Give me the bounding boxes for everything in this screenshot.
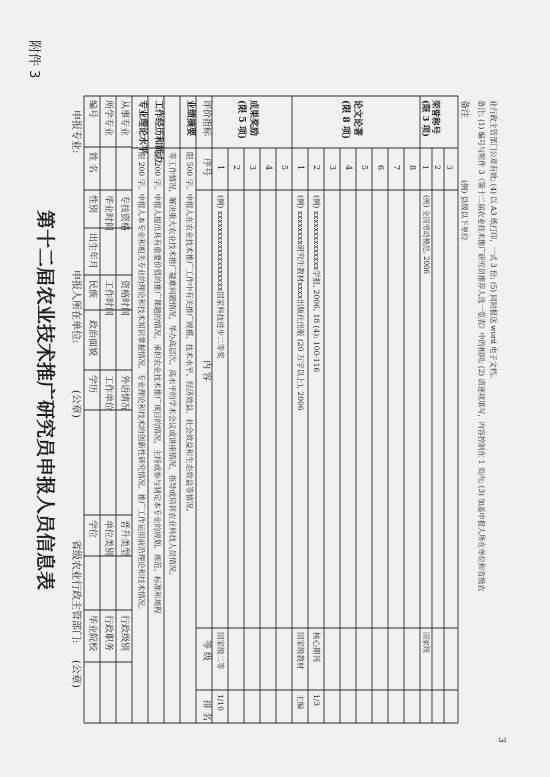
paper-seq-7: 7 (392, 165, 401, 171)
desc-theory: 限 200 字。申报人本专业和相关专业的理论和技术知识掌握情况、专业理论和技术的创新性研究情况、推广工作运用前沿理论和技术情况。 (137, 152, 146, 614)
header-dept: 省级农业行政主管部门: (70, 540, 81, 644)
label-career: 工作经历和能力 (153, 100, 163, 164)
honor-example: (例) 全国劳动模范, 2006 (422, 195, 430, 274)
footer-note-2: 业行政主管部门公章有效; (4) 以 A3 纸打印，一式 3 份; (5) 同时报送 word 电子文档。 (489, 100, 498, 383)
desc-career-1: 限 200 字。申报人提出具有重要价值的推广课题的情况，承担农业技术推广项目的情况，主持或参与制定本专业的规划、规范、标准和规程 (153, 152, 162, 614)
th-indicator: 评价指标 (201, 100, 211, 137)
label-grad-time: 毕业时间 (103, 195, 113, 232)
paper-example-2-grade: 核心期刊 (312, 632, 321, 662)
seq-2: 2 (232, 165, 241, 171)
label-honors: 荣誉称号 (限 3 项) (419, 100, 440, 137)
label-number: 编号 (87, 100, 97, 119)
label-work-time: 工作时间 (103, 280, 113, 317)
paper-seq-8: 8 (408, 165, 417, 171)
label-school: 毕业院校 (87, 615, 97, 652)
header-unit: 申报人所在单位: (70, 270, 81, 344)
header-major: 申报专业: (70, 110, 81, 154)
paper-seq-2: 2 (312, 165, 321, 171)
paper-example-1-rank: 主编 (296, 694, 305, 709)
seq-4: 4 (264, 165, 273, 171)
desc-performance: 限 500 字。申报人在农业技术推广工作中有关推广规模、技术水平、经济效益、社会效益和生态效益等情况。 (185, 152, 194, 517)
achievement-grade: 国家级二等 (216, 632, 225, 670)
label-admin-level: 行政级别 (119, 615, 129, 652)
honor-grade: 国家级 (422, 632, 430, 653)
paper-example-2: (例) xxxxxxxxxxxxxx学报, 2006, 18 (4): 100-116 (312, 195, 321, 373)
desc-career-2: 等工作情况，解决重大农业技术推广疑难问题情况，举办高层次、高水平的学术会议或讲座情况，指导或培训农业科技人员情况。 (168, 152, 177, 580)
honor-seq-3: 3 (445, 165, 454, 170)
seq-5: 5 (280, 165, 289, 171)
paper-seq-4: 4 (344, 165, 353, 171)
label-education: 学历 (87, 375, 97, 394)
footer-note-1: 备注: (1) 编号与附件 3《第十二届农业技术推广研究员推荐人选一览表》中的相同; (2) 请逐项填写，内容控制在 1 页内; (3) 加盖申报人所在单位和省级农 (477, 100, 486, 592)
label-study-major: 所学专业 (103, 100, 113, 137)
paper-seq-6: 6 (376, 165, 385, 171)
th-content: 内 容 (201, 360, 211, 381)
label-name: 姓 名 (87, 152, 97, 173)
label-political: 政治面貌 (87, 320, 97, 357)
page-number: 3 (496, 737, 506, 743)
header-seal-2: (公章) (70, 660, 81, 688)
label-unit-type: 单位类别 (103, 520, 113, 557)
label-qual-time: 资格时间 (119, 280, 129, 317)
form-title: 第十二届农业技术推广研究员申报人员信息表 (34, 210, 56, 591)
label-notes: 备注 (459, 100, 469, 119)
th-rank: 排 名 (201, 700, 211, 721)
seq-1: 1 (216, 165, 225, 171)
label-performance: 业绩摘要 (185, 100, 195, 137)
achievement-example: (例) xxxxxxxxxxxxxxxxxxx国家科技进步二等奖 (216, 195, 225, 359)
label-degree: 学位 (87, 520, 97, 539)
paper-seq-5: 5 (360, 165, 369, 171)
paper-example-1: (例) xxxxxxxx研究生教材xxxx出版社出版 (20 万字以上), 2006 (296, 195, 305, 411)
label-theory: 专业理论水平 (137, 100, 147, 155)
paper-example-1-grade: 国家级教材 (296, 632, 305, 670)
honor-seq-2: 2 (433, 165, 442, 170)
paper-example-2-rank: 1/3 (312, 694, 321, 707)
annex-label: 附件 3 (26, 40, 41, 79)
paper-seq-1: 1 (296, 165, 305, 171)
label-achievements: 成果奖励 (限 5 项) (236, 100, 258, 140)
honor-seq-1: 1 (421, 165, 430, 170)
label-admin-post: 行政职务 (103, 615, 113, 652)
label-birth: 出生年月 (87, 233, 97, 270)
notes-example: (例) 县级以下单位 (460, 180, 469, 241)
label-foreign-lang: 外语情况 (119, 375, 129, 412)
label-gender: 性别 (87, 195, 97, 214)
label-work-unit: 工作单位 (103, 375, 113, 412)
label-promotion-type: 晋升类型 (119, 520, 129, 557)
achievement-rank: 1/10 (216, 694, 225, 711)
paper-seq-3: 3 (328, 165, 337, 171)
seq-3: 3 (248, 165, 257, 171)
th-seq: 序号 (201, 158, 211, 177)
label-ethnic: 民族 (87, 280, 97, 299)
label-tech-qual: 专技资格 (119, 195, 129, 232)
th-grade: 等 级 (201, 640, 211, 661)
label-papers: 论文论著 (限 8 项) (340, 100, 362, 140)
label-engaged-major: 从事专业 (119, 100, 129, 137)
header-seal-1: (公章) (70, 390, 81, 418)
